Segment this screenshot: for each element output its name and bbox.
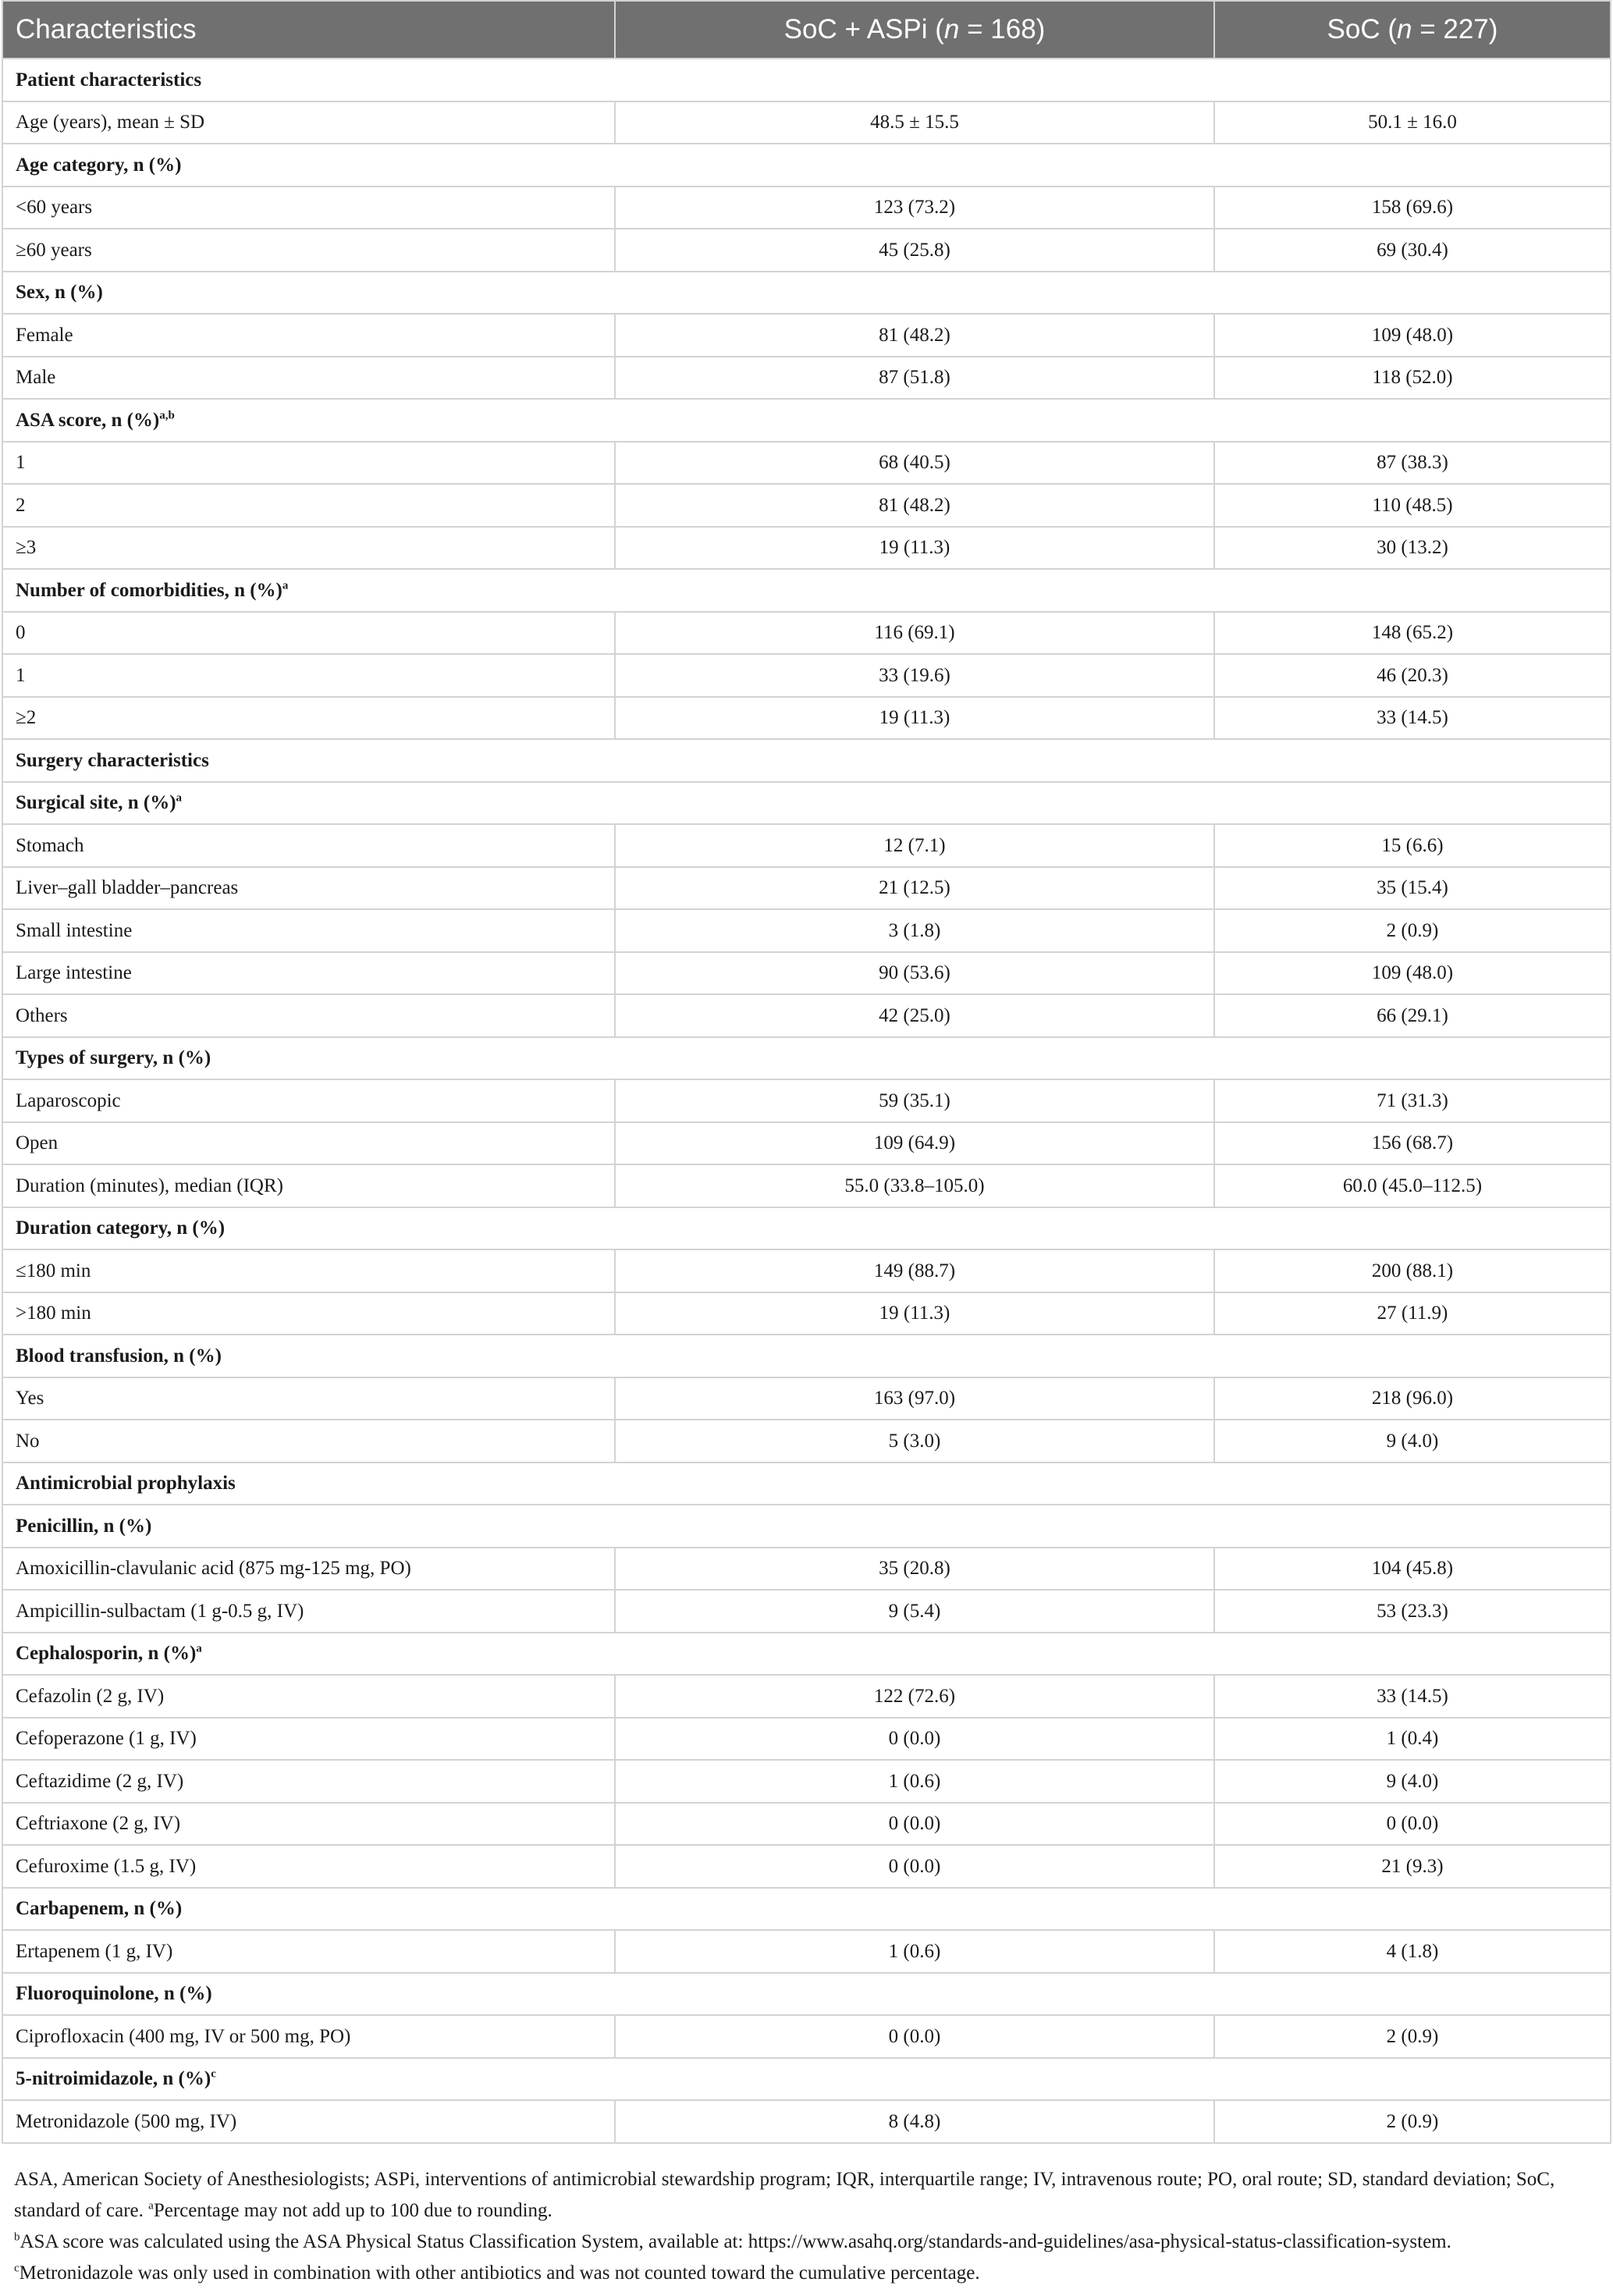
cell-soc: 200 (88.1) <box>1214 1249 1611 1292</box>
cell-soc: 158 (69.6) <box>1214 187 1611 229</box>
cell-soc: 53 (23.3) <box>1214 1590 1611 1633</box>
table-footnotes <box>0 2144 1613 2289</box>
section-label: Carbapenem, n (%) <box>2 1888 1611 1931</box>
row-label: Open <box>2 1122 615 1165</box>
table-row <box>2 994 1611 1037</box>
header-soc: SoC (n = 227) <box>1214 1 1611 59</box>
cell-soc-aspi: 35 (20.8) <box>615 1548 1214 1590</box>
row-label: ≥3 <box>2 527 615 570</box>
row-label: ≤180 min <box>2 1249 615 1292</box>
cell-soc: 2 (0.9) <box>1214 909 1611 952</box>
cell-soc: 104 (45.8) <box>1214 1548 1611 1590</box>
table-row <box>2 1548 1611 1590</box>
cell-soc: 148 (65.2) <box>1214 612 1611 655</box>
section-label: 5-nitroimidazole, n (%)$^c$ <box>2 2058 1611 2101</box>
table-row <box>2 484 1611 527</box>
row-label: Cefuroxime (1.5 g, IV) <box>2 1845 615 1888</box>
section-row <box>2 569 1611 612</box>
section-label: Sex, n (%) <box>2 272 1611 315</box>
table-row <box>2 1718 1611 1761</box>
cell-soc-aspi: 0 (0.0) <box>615 2015 1214 2058</box>
cell-soc: 109 (48.0) <box>1214 952 1611 995</box>
table-row <box>2 2015 1611 2058</box>
table-row <box>2 1930 1611 1973</box>
section-label: Number of comorbidities, n (%)$^a$ <box>2 569 1611 612</box>
cell-soc-aspi: 3 (1.8) <box>615 909 1214 952</box>
row-label: Ciprofloxacin (400 mg, IV or 500 mg, PO) <box>2 2015 615 2058</box>
row-label: 1 <box>2 442 615 485</box>
section-label: Types of surgery, n (%) <box>2 1037 1611 1080</box>
table-row <box>2 1845 1611 1888</box>
cell-soc-aspi: 5 (3.0) <box>615 1420 1214 1463</box>
section-label: Age category, n (%) <box>2 144 1611 187</box>
row-label: Cefoperazone (1 g, IV) <box>2 1718 615 1761</box>
row-label: Male <box>2 357 615 400</box>
cell-soc: 69 (30.4) <box>1214 229 1611 272</box>
cell-soc-aspi: 59 (35.1) <box>615 1079 1214 1122</box>
cell-soc-aspi: 109 (64.9) <box>615 1122 1214 1165</box>
row-label: Duration (minutes), median (IQR) <box>2 1164 615 1207</box>
row-label: 2 <box>2 484 615 527</box>
cell-soc: 33 (14.5) <box>1214 1675 1611 1718</box>
section-label: Patient characteristics <box>2 59 1611 101</box>
table-row <box>2 2100 1611 2143</box>
cell-soc: 2 (0.9) <box>1214 2100 1611 2143</box>
cell-soc: 1 (0.4) <box>1214 1718 1611 1761</box>
cell-soc: 2 (0.9) <box>1214 2015 1611 2058</box>
table-body <box>2 59 1611 2143</box>
cell-soc: 35 (15.4) <box>1214 867 1611 910</box>
row-label: Ertapenem (1 g, IV) <box>2 1930 615 1973</box>
section-label: Antimicrobial prophylaxis <box>2 1463 1611 1505</box>
table-row <box>2 1164 1611 1207</box>
section-row <box>2 272 1611 315</box>
cell-soc: 0 (0.0) <box>1214 1803 1611 1846</box>
row-label: Cefazolin (2 g, IV) <box>2 1675 615 1718</box>
table-row <box>2 357 1611 400</box>
row-label: Large intestine <box>2 952 615 995</box>
table-row <box>2 1420 1611 1463</box>
table-row <box>2 314 1611 357</box>
table-row <box>2 229 1611 272</box>
cell-soc: 30 (13.2) <box>1214 527 1611 570</box>
row-label: Small intestine <box>2 909 615 952</box>
footnote-marker: a,b <box>159 409 175 422</box>
cell-soc-aspi: 0 (0.0) <box>615 1718 1214 1761</box>
table-row <box>2 867 1611 910</box>
cell-soc: 21 (9.3) <box>1214 1845 1611 1888</box>
cell-soc-aspi: 68 (40.5) <box>615 442 1214 485</box>
cell-soc-aspi: 33 (19.6) <box>615 654 1214 697</box>
table-row <box>2 1292 1611 1335</box>
cell-soc-aspi: 9 (5.4) <box>615 1590 1214 1633</box>
cell-soc-aspi: 21 (12.5) <box>615 867 1214 910</box>
cell-soc-aspi: 45 (25.8) <box>615 229 1214 272</box>
row-label: ≥60 years <box>2 229 615 272</box>
row-label: Metronidazole (500 mg, IV) <box>2 2100 615 2143</box>
section-row <box>2 1505 1611 1548</box>
table-row <box>2 101 1611 144</box>
row-label: No <box>2 1420 615 1463</box>
cell-soc-aspi: 12 (7.1) <box>615 824 1214 867</box>
table-row <box>2 1079 1611 1122</box>
cell-soc-aspi: 0 (0.0) <box>615 1845 1214 1888</box>
cell-soc: 71 (31.3) <box>1214 1079 1611 1122</box>
section-label: Penicillin, n (%) <box>2 1505 1611 1548</box>
table-row <box>2 909 1611 952</box>
section-row <box>2 1207 1611 1250</box>
table-row <box>2 654 1611 697</box>
cell-soc-aspi: 163 (97.0) <box>615 1377 1214 1420</box>
section-row <box>2 144 1611 187</box>
row-label: 0 <box>2 612 615 655</box>
cell-soc-aspi: 0 (0.0) <box>615 1803 1214 1846</box>
cell-soc-aspi: 116 (69.1) <box>615 612 1214 655</box>
table-row <box>2 1122 1611 1165</box>
section-row <box>2 1037 1611 1080</box>
table-row <box>2 1377 1611 1420</box>
footnote-b: $^b$ASA score was calculated using the ASA Physical Status Classification System, available at: https://www.asahq.org/standards-and-guidelines/asa-physical-status-classification-system. <box>14 2230 1451 2252</box>
cell-soc-aspi: 123 (73.2) <box>615 187 1214 229</box>
table-header <box>2 1 1611 59</box>
cell-soc-aspi: 19 (11.3) <box>615 527 1214 570</box>
table-row <box>2 612 1611 655</box>
footnote-marker: c <box>211 2067 216 2081</box>
section-label: Surgical site, n (%)$^a$ <box>2 782 1611 825</box>
cell-soc-aspi: 19 (11.3) <box>615 1292 1214 1335</box>
table-row <box>2 1675 1611 1718</box>
section-row <box>2 399 1611 442</box>
row-label: Ceftazidime (2 g, IV) <box>2 1760 615 1803</box>
section-row <box>2 1335 1611 1377</box>
section-row <box>2 2058 1611 2101</box>
section-label: Surgery characteristics <box>2 739 1611 782</box>
cell-soc: 9 (4.0) <box>1214 1760 1611 1803</box>
table-row <box>2 824 1611 867</box>
cell-soc: 118 (52.0) <box>1214 357 1611 400</box>
cell-soc: 66 (29.1) <box>1214 994 1611 1037</box>
footnote-abbreviations: ASA, American Society of Anesthesiologists; ASPi, interventions of antimicrobial stewardship program; IQR, interquartile range; IV, intravenous route; PO, oral route; SD, standard deviation; SoC, standard of care. $^a$Percentage may not add up to 100 due to rounding. <box>14 2168 1555 2221</box>
cell-soc-aspi: 90 (53.6) <box>615 952 1214 995</box>
table-row <box>2 442 1611 485</box>
cell-soc: 27 (11.9) <box>1214 1292 1611 1335</box>
section-label: Cephalosporin, n (%)$^a$ <box>2 1633 1611 1676</box>
cell-soc-aspi: 81 (48.2) <box>615 314 1214 357</box>
section-row <box>2 59 1611 101</box>
row-label: 1 <box>2 654 615 697</box>
cell-soc: 156 (68.7) <box>1214 1122 1611 1165</box>
table-row <box>2 1590 1611 1633</box>
table-row <box>2 697 1611 740</box>
section-row <box>2 1973 1611 2016</box>
section-row <box>2 739 1611 782</box>
cell-soc-aspi: 48.5 ± 15.5 <box>615 101 1214 144</box>
cell-soc-aspi: 55.0 (33.8–105.0) <box>615 1164 1214 1207</box>
cell-soc: 87 (38.3) <box>1214 442 1611 485</box>
cell-soc: 9 (4.0) <box>1214 1420 1611 1463</box>
characteristics-table <box>2 0 1611 2144</box>
row-label: ≥2 <box>2 697 615 740</box>
cell-soc: 33 (14.5) <box>1214 697 1611 740</box>
table-row <box>2 187 1611 229</box>
cell-soc-aspi: 81 (48.2) <box>615 484 1214 527</box>
header-row <box>2 1 1611 59</box>
row-label: Amoxicillin-clavulanic acid (875 mg-125 mg, PO) <box>2 1548 615 1590</box>
cell-soc-aspi: 1 (0.6) <box>615 1930 1214 1973</box>
table-row <box>2 1803 1611 1846</box>
header-soc-aspi: SoC + ASPi (n = 168) <box>615 1 1214 59</box>
section-row <box>2 1463 1611 1505</box>
row-label: Ceftriaxone (2 g, IV) <box>2 1803 615 1846</box>
row-label: Age (years), mean ± SD <box>2 101 615 144</box>
cell-soc: 60.0 (45.0–112.5) <box>1214 1164 1611 1207</box>
cell-soc: 46 (20.3) <box>1214 654 1611 697</box>
row-label: Female <box>2 314 615 357</box>
footnote-marker: a <box>282 579 289 592</box>
cell-soc-aspi: 19 (11.3) <box>615 697 1214 740</box>
footnote-c: $^c$Metronidazole was only used in combination with other antibiotics and was not counted toward the cumulative percentage. <box>14 2262 980 2284</box>
cell-soc: 218 (96.0) <box>1214 1377 1611 1420</box>
table-row <box>2 1249 1611 1292</box>
row-label: >180 min <box>2 1292 615 1335</box>
cell-soc: 15 (6.6) <box>1214 824 1611 867</box>
section-label: Duration category, n (%) <box>2 1207 1611 1250</box>
section-row <box>2 782 1611 825</box>
cell-soc-aspi: 122 (72.6) <box>615 1675 1214 1718</box>
row-label: Yes <box>2 1377 615 1420</box>
cell-soc-aspi: 1 (0.6) <box>615 1760 1214 1803</box>
cell-soc-aspi: 87 (51.8) <box>615 357 1214 400</box>
row-label: Stomach <box>2 824 615 867</box>
row-label: Liver–gall bladder–pancreas <box>2 867 615 910</box>
section-row <box>2 1633 1611 1676</box>
row-label: Others <box>2 994 615 1037</box>
cell-soc-aspi: 8 (4.8) <box>615 2100 1214 2143</box>
row-label: <60 years <box>2 187 615 229</box>
footnote-marker: a <box>176 791 183 805</box>
table-row <box>2 1760 1611 1803</box>
cell-soc-aspi: 149 (88.7) <box>615 1249 1214 1292</box>
table-row <box>2 952 1611 995</box>
section-label: Blood transfusion, n (%) <box>2 1335 1611 1377</box>
footnote-marker: a <box>196 1642 202 1655</box>
section-label: Fluoroquinolone, n (%) <box>2 1973 1611 2016</box>
cell-soc: 4 (1.8) <box>1214 1930 1611 1973</box>
section-label: ASA score, n (%)$^{a,b}$ <box>2 399 1611 442</box>
cell-soc-aspi: 42 (25.0) <box>615 994 1214 1037</box>
cell-soc: 109 (48.0) <box>1214 314 1611 357</box>
cell-soc: 110 (48.5) <box>1214 484 1611 527</box>
row-label: Laparoscopic <box>2 1079 615 1122</box>
row-label: Ampicillin-sulbactam (1 g-0.5 g, IV) <box>2 1590 615 1633</box>
header-characteristics: Characteristics <box>2 1 615 59</box>
section-row <box>2 1888 1611 1931</box>
cell-soc: 50.1 ± 16.0 <box>1214 101 1611 144</box>
table-row <box>2 527 1611 570</box>
